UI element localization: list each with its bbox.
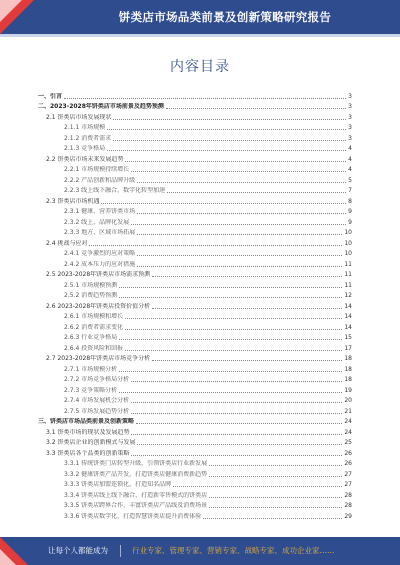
toc-leader-dots — [209, 465, 342, 466]
toc-entry-label: 2.2.1 市场规模持续增长 — [64, 166, 130, 173]
footer-corner-decoration-inner — [0, 549, 16, 565]
toc-entry-label: 2.2 饼类店市场未来发展趋势 — [46, 155, 124, 163]
page-header — [0, 0, 400, 34]
toc-entry[interactable] — [38, 331, 352, 342]
toc-leader-dots — [89, 245, 342, 246]
toc-entry[interactable] — [38, 152, 352, 163]
toc-entry-label: 2.6.3 行业竞争格局 — [64, 334, 118, 341]
toc-entry[interactable] — [38, 362, 352, 373]
toc-entry-label: 2.7.3 竞争策略分析 — [64, 386, 118, 394]
toc-entry-label: 2.4 挑战与应对 — [46, 239, 88, 247]
toc-entry-label: 2.2.3 线上线下融合，数字化转型加速 — [64, 187, 166, 194]
toc-leader-dots — [107, 129, 346, 130]
toc-entry[interactable] — [38, 215, 352, 226]
toc-entry[interactable] — [38, 310, 352, 321]
toc-leader-dots — [136, 423, 342, 424]
toc-leader-dots — [131, 224, 346, 225]
toc-entry[interactable] — [38, 89, 352, 100]
toc-entry[interactable] — [38, 184, 352, 195]
footer-slogan-right: 行业专家、管理专家、营销专家、战略专家、成功企业家…… — [132, 546, 335, 555]
toc-leader-dots — [131, 402, 342, 403]
toc-entry-label: 2.1 饼类店市场发展现状 — [46, 113, 112, 121]
toc-leader-dots — [119, 297, 342, 298]
toc-leader-dots — [131, 381, 342, 382]
toc-leader-dots — [137, 255, 342, 256]
toc-leader-dots — [209, 507, 342, 508]
toc-entry-label: 3.3.4 饼类店线上线下融合，打造新零售模式的饼类店 — [64, 491, 208, 499]
toc-entry-page: 12 — [344, 292, 352, 299]
toc-entry[interactable] — [38, 163, 352, 174]
toc-entry-page: 27 — [344, 481, 352, 488]
toc-entry[interactable] — [38, 289, 352, 300]
toc-entry[interactable] — [38, 415, 352, 426]
toc-entry-page: 9 — [348, 218, 352, 226]
toc-entry-label: 3.3 饼类店各个品类的创新策略 — [46, 449, 130, 457]
toc-entry-label: 2.3.1 健康、营养饼类市场 — [64, 208, 136, 215]
toc-leader-dots — [125, 350, 342, 351]
toc-entry-label: 2.7.5 市场发展趋势分析 — [64, 407, 130, 415]
toc-leader-dots — [152, 308, 342, 309]
toc-entry-page: 4 — [348, 145, 352, 152]
toc-entry-page: 18 — [344, 365, 352, 373]
toc-entry[interactable] — [38, 131, 352, 142]
toc-entry-page: 3 — [348, 92, 352, 100]
report-title: 饼类店市场品类前景及创新策略研究报告 — [118, 10, 332, 24]
toc-entry-page: 18 — [344, 376, 352, 383]
toc-entry-label: 3.1 饼类市场的现状及发展趋势 — [46, 428, 130, 436]
toc-entry-label: 2.4.2 成本压力的应对措施 — [64, 260, 136, 268]
toc-entry-label: 2.1.1 市场规模 — [64, 124, 106, 131]
header-stripe — [0, 34, 400, 37]
toc-entry[interactable] — [38, 478, 352, 489]
toc-entry-page: 17 — [344, 344, 352, 352]
toc-entry-page: 14 — [344, 323, 352, 331]
toc-entry[interactable] — [38, 352, 352, 363]
toc-entry-label: 3.3.6 饼类店数字化，打造智慧饼类店提升消费体验 — [64, 512, 202, 520]
toc-leader-dots — [137, 234, 342, 235]
toc-leader-dots — [107, 150, 346, 151]
toc-entry-page: 3 — [348, 124, 352, 131]
toc-entry-label: 2.7.4 市场发展机会分析 — [64, 397, 130, 404]
toc-entry-label: 2.5.2 消费趋势预测 — [64, 292, 118, 299]
toc-entry-page: 4 — [348, 155, 352, 163]
toc-leader-dots — [152, 360, 342, 361]
toc-leader-dots — [167, 192, 346, 193]
toc-leader-dots — [137, 444, 342, 445]
toc-entry-page: 27 — [344, 470, 352, 478]
toc-entry-label: 2.7 2023-2028年饼类店市场竞争分析 — [46, 355, 151, 362]
toc-leader-dots — [131, 171, 346, 172]
toc-entry-page: 10 — [344, 229, 352, 236]
toc-entry-page: 14 — [344, 302, 352, 310]
toc-entry-label: 3.3.1 传统饼类门店转型升级，引领饼类店行业新发展 — [64, 460, 208, 467]
toc-leader-dots — [119, 339, 342, 340]
toc-entry-page: 11 — [344, 271, 352, 278]
toc-entry[interactable] — [38, 278, 352, 289]
toc-entry-label: 2.4.1 竞争激烈的应对策略 — [64, 250, 136, 257]
toc-entry-label: 2.6.2 消费者需求变化 — [64, 323, 124, 331]
toc-entry-page: 25 — [344, 439, 352, 446]
toc-entry[interactable] — [38, 226, 352, 237]
toc-entry-page: 28 — [344, 491, 352, 499]
toc-leader-dots — [152, 276, 342, 277]
toc-leader-dots — [119, 371, 342, 372]
toc-entry-page: 20 — [344, 397, 352, 404]
toc-entry-page: 5 — [348, 176, 352, 184]
toc-entry[interactable] — [38, 268, 352, 279]
toc-entry[interactable] — [38, 320, 352, 331]
toc-entry-page: 21 — [344, 407, 352, 415]
page-footer — [0, 537, 400, 565]
toc-entry-label: 一、引言 — [38, 92, 63, 100]
toc-entry-label: 2.7.2 市场竞争格局分析 — [64, 376, 130, 383]
toc-entry-page: 19 — [344, 386, 352, 394]
toc-leader-dots — [137, 182, 346, 183]
toc-entry-page: 15 — [344, 334, 352, 341]
toc-entry-label: 2.5.1 市场规模预测 — [64, 281, 118, 289]
toc-leader-dots — [119, 287, 342, 288]
toc-entry[interactable] — [38, 446, 352, 457]
toc-entry-page: 14 — [344, 313, 352, 320]
toc-entry[interactable] — [38, 404, 352, 415]
toc-leader-dots — [137, 266, 342, 267]
toc-leader-dots — [131, 434, 342, 435]
toc-leader-dots — [173, 486, 342, 487]
toc-leader-dots — [131, 455, 342, 456]
toc-leader-dots — [125, 318, 342, 319]
toc-leader-dots — [131, 413, 342, 414]
toc-leader-dots — [113, 140, 346, 141]
toc-entry-page: 24 — [344, 428, 352, 436]
toc-entry-label: 二、2023-2028年饼类店市场前景及趋势预测 — [38, 103, 164, 110]
toc-entry[interactable] — [38, 236, 352, 247]
toc-entry[interactable] — [38, 100, 352, 111]
toc-entry[interactable] — [38, 499, 352, 510]
toc-leader-dots — [203, 518, 342, 519]
toc-entry-page: 28 — [344, 502, 352, 509]
toc-entry-label: 3.3.2 健康饼类产品开发，打造饼类店健康消费新趋势 — [64, 470, 208, 478]
toc-entry[interactable] — [38, 121, 352, 132]
toc-entry[interactable] — [38, 436, 352, 447]
toc-leader-dots — [125, 329, 342, 330]
toc-entry[interactable] — [38, 257, 352, 268]
toc-entry-label: 2.7.1 市场规模分析 — [64, 365, 118, 373]
toc-entry-page: 10 — [344, 239, 352, 247]
toc-entry-label: 3.3.3 饼类店加盟连锁化，打造知名品牌 — [64, 481, 172, 488]
toc-entry[interactable] — [38, 425, 352, 436]
footer-slogan-left: 让每个人都能成为 — [48, 546, 108, 555]
toc-entry-label: 2.6.4 投资风险和回报 — [64, 344, 124, 352]
toc-entry-label: 2.3 饼类店市场机遇 — [46, 197, 100, 205]
table-of-contents — [38, 89, 352, 520]
toc-leader-dots — [125, 161, 346, 162]
toc-entry-label: 三、饼类店市场品类前景及创新策略 — [38, 418, 135, 425]
toc-entry[interactable] — [38, 373, 352, 384]
toc-leader-dots — [209, 476, 342, 477]
toc-entry-page: 3 — [348, 103, 352, 110]
toc-entry-label: 2.6.1 市场规模和增长 — [64, 313, 124, 320]
footer-divider — [120, 545, 121, 557]
toc-entry-page: 26 — [344, 449, 352, 457]
toc-entry-page: 4 — [348, 166, 352, 173]
toc-entry[interactable] — [38, 205, 352, 216]
toc-entry-page: 8 — [348, 197, 352, 205]
toc-leader-dots — [166, 108, 346, 109]
toc-entry-label: 2.5 2023-2028年饼类店市场需求预测 — [46, 271, 151, 278]
toc-leader-dots — [209, 497, 342, 498]
toc-leader-dots — [101, 203, 346, 204]
toc-entry[interactable] — [38, 383, 352, 394]
toc-entry[interactable] — [38, 394, 352, 405]
toc-entry-label: 2.6 2023-2028年饼类店投资价值分析 — [46, 302, 151, 310]
header-corner-decoration-inner — [0, 0, 22, 22]
toc-entry[interactable] — [38, 173, 352, 184]
toc-entry-page: 3 — [348, 134, 352, 142]
toc-entry[interactable] — [38, 194, 352, 205]
toc-leader-dots — [137, 213, 346, 214]
toc-entry-page: 26 — [344, 460, 352, 467]
toc-entry[interactable] — [38, 457, 352, 468]
toc-leader-dots — [113, 119, 346, 120]
toc-entry[interactable] — [38, 341, 352, 352]
toc-entry-page: 11 — [344, 281, 352, 289]
toc-entry-page: 10 — [344, 250, 352, 257]
toc-entry-label: 2.3.2 线上、品牌化发展 — [64, 218, 130, 226]
toc-heading: 内容目录 — [170, 59, 230, 75]
toc-leader-dots — [119, 392, 342, 393]
toc-entry-page: 24 — [344, 418, 352, 425]
toc-entry[interactable] — [38, 509, 352, 520]
toc-entry[interactable] — [38, 247, 352, 258]
toc-entry-label: 3.3.5 饼类店跨界合作，丰富饼类店产品线及消费场景 — [64, 502, 208, 509]
toc-entry-page: 29 — [344, 512, 352, 520]
toc-entry-page: 7 — [348, 187, 352, 194]
toc-entry-page: 9 — [348, 208, 352, 215]
toc-entry-label: 2.2.2 产品创新和品牌升级 — [64, 176, 136, 184]
toc-entry-label: 2.1.3 竞争格局 — [64, 145, 106, 152]
toc-entry-label: 3.2 饼类店企业的创新模式与发展 — [46, 439, 136, 446]
toc-entry-label: 2.1.2 消费者需求 — [64, 134, 112, 142]
toc-entry-label: 2.3.3 地方、区域市场拓展 — [64, 229, 136, 236]
toc-entry-page: 3 — [348, 113, 352, 121]
toc-entry-page: 18 — [344, 355, 352, 362]
toc-entry[interactable] — [38, 299, 352, 310]
toc-entry-page: 11 — [344, 260, 352, 268]
toc-entry[interactable] — [38, 110, 352, 121]
toc-leader-dots — [64, 98, 346, 99]
toc-entry[interactable] — [38, 488, 352, 499]
toc-entry[interactable] — [38, 142, 352, 153]
toc-entry[interactable] — [38, 467, 352, 478]
